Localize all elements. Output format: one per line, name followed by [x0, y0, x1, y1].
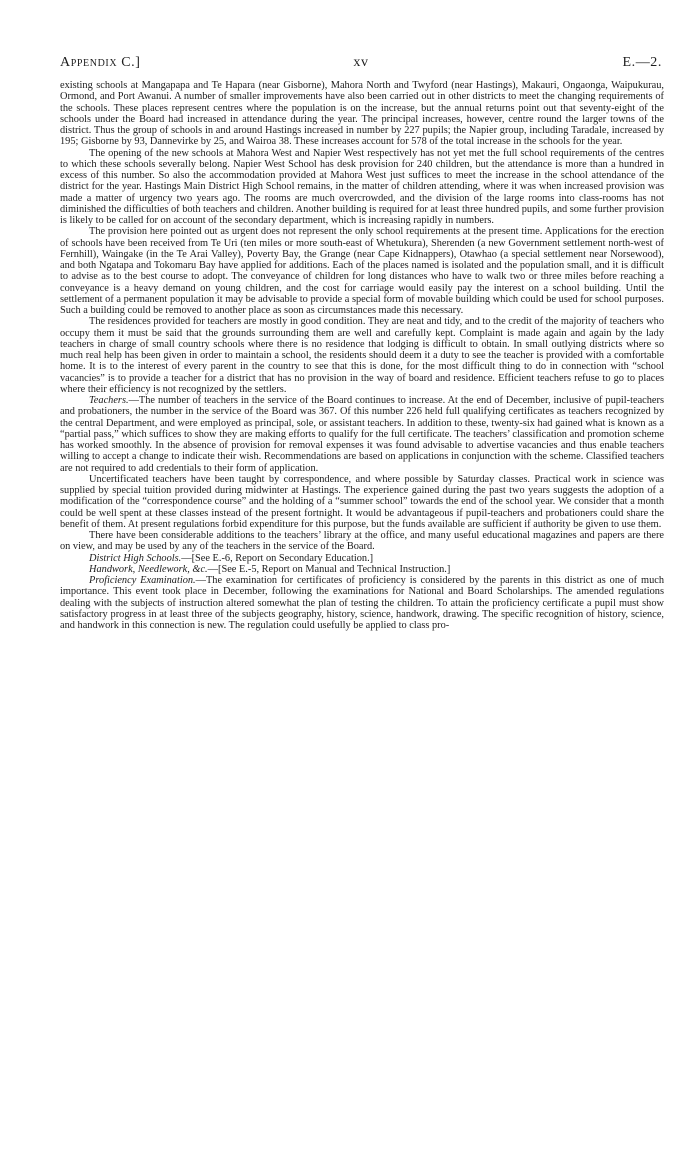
paragraph-new-schools: The opening of the new schools at Mahora West and Napier West respectively has not yet met the full school requirements of the centres to which these schools severally belong. Napier West School has desk provision for 240 children, but the attendance is more than a hundred in excess of this number. So also the accommodation provided at Mahora West just suffices to meet the increase in the school attendance of the district for the year. Hastings Main District High School remains, in the matter of children attending, where it was when increased provision was made a matter of urgency two years ago. The rooms are much overcrowded, and the division of the large rooms into class-rooms has not diminished the difficulties of both teachers and children. Another building is required for at least three hundred pupils, and some further provision is likely to be called for on account of the secondary department, which is increasing rapidly in numbers.	[60, 147, 664, 226]
district-high-schools-text: —[See E.-6, Report on Secondary Education.]	[181, 552, 374, 564]
paragraph-handwork	[60, 564, 664, 575]
paragraph-uncertificated-teachers: Uncertificated teachers have been taught by correspondence, and where possible by Saturday classes. Practical work in science was supplied by special tuition provided during midwinter at Hastings. The experience gained during the past two years suggests the adoption of a modification of the “correspondence course” and the holding of a “summer school” towards the end of the school year. We consider that a month could be well spent at these classes instead of the present fortnight. It would be advantageous if pupil-teachers and probationers could share the benefit of them. At present regulations forbid expenditure for this purpose, but the funds available are sufficient if authority be given to use them.	[60, 473, 664, 530]
page-header	[60, 55, 662, 75]
paragraph-teacher-residences: The residences provided for teachers are mostly in good condition. They are neat and tidy, and to the credit of the majority of teachers who occupy them it must be said that the grounds surrounding them are well and carefully kept. Complaint is made again and again by the lady teachers in charge of small country schools where there is no residence that lodging is difficult to obtain. In small outlying districts where so much real help has been given in order to maintain a school, the residents should deem it a duty to see the teacher is provided with a comfortable home. It is to the interest of every parent in the country to see that this is done, for the most difficult thing to do in connection with “school vacancies” is to provide a teacher for a district that has no provision in the way of board and residence. Efficient teachers refuse to go to places where their efficiency is not recognized by the settlers.	[60, 316, 664, 395]
header-appendix-label: Appendix C.]	[60, 55, 141, 70]
handwork-text: —[See E.-5, Report on Manual and Technical Instruction.]	[207, 563, 451, 575]
proficiency-examination-text: —The examination for certificates of proficiency is considered by the parents in this district as one of much importance. This event took place in December, following the examinations for National and Board Scholarships. The amended regulations dealing with the subjects of instruction altered somewhat the plan of testing the children. To attain the proficiency certificate a pupil must show satisfactory progress in at least three of the subjects geography, history, science, handwork, drawing. The specific recognition of history, science, and handwork in this connection is new. The regulation could usefully be applied to class pro-	[60, 575, 664, 631]
paragraph-school-requirements: The provision here pointed out as urgent does not represent the only school requirements at the present time. Applications for the erection of schools have been received from Te Uri (ten miles or more south-east of Whetukura), Sherenden (a new Government settlement north-west of Fernhill), Waingake (in the Te Arai Valley), Poverty Bay, the Grange (near Cape Kidnappers), Otawhao (a special settlement near Norsewood), and both Ngatapa and Tokomaru Bay have applied for additions. Each of the places named is isolated and the population small, and it is difficult to advise as to the best course to adopt. The conveyance of children for long distances who have to walk two or three miles before reaching a conveyance is a heavy demand on young children, and the cost for carriage would easily pay the interest on a school building. Until the settlement of a permanent population it may be advisable to provide a special form of movable building which could be used for school purposes. Such a building could be removed to another place as soon as circumstances made this necessary.	[60, 226, 664, 316]
paragraph-proficiency-examination	[60, 575, 664, 631]
header-document-code: E.—2.	[622, 55, 662, 70]
header-page-number: xv	[353, 55, 369, 70]
district-high-schools-heading: District High Schools.	[89, 552, 182, 564]
paragraph-school-increases: existing schools at Mangapapa and Te Hapara (near Gisborne), Mahora North and Twyford (near Hastings), Makauri, Ongaonga, Waipukurau, Ormond, and Port Awanui. A number of smaller improvements have also been carried out in other districts to meet the changing requirements of the schools. These places represent centres where the population is on the increase, but the annual returns point out that seventy-eight of the schools under the Board had increased in attendance during the year. The principal increases, however, centre round the larger towns of the district. Thus the group of schools in and around Hastings increased in number by 227 pupils; the Napier group, including Taradale, increased by 195; Gisborne by 93, Dannevirke by 25, and Wairoa 38. These increases account for 578 of the total increase in the schools for the year.	[60, 80, 664, 148]
teachers-text: —The number of teachers in the service of the Board continues to increase. At the end of December, inclusive of pupil-teachers and probationers, the number in the service of the Board was 367. Of this number 226 held full qualifying certificates as teachers recognized by the central Department, and were employed as principal, sole, or assistant teachers. In addition to these, twenty-six had gained what is known as a “partial pass,” which suffices to show they are making efforts to qualify for the full certificate. The teachers’ classification and promotion scheme has worked smoothly. In the absence of provision for removal expenses it was found advisable to advertise vacancies and thus enable teachers willing to accept a change to indicate their wish. Recommendations are based on applications in conjunction with the scheme. Classified teachers are not required to add credentials to their form of application.	[60, 395, 664, 474]
body-text	[60, 80, 664, 631]
paragraph-teachers	[60, 395, 664, 474]
paragraph-district-high-schools	[60, 553, 664, 564]
handwork-heading: Handwork, Needlework, &c.	[89, 563, 208, 575]
teachers-heading: Teachers.	[89, 395, 129, 406]
paragraph-teachers-library: There have been considerable additions to the teachers’ library at the office, and many useful educational magazines and papers are there on view, and may be used by any of the teachers in the service of the Board.	[60, 530, 664, 553]
proficiency-examination-heading: Proficiency Examination.	[89, 575, 196, 586]
